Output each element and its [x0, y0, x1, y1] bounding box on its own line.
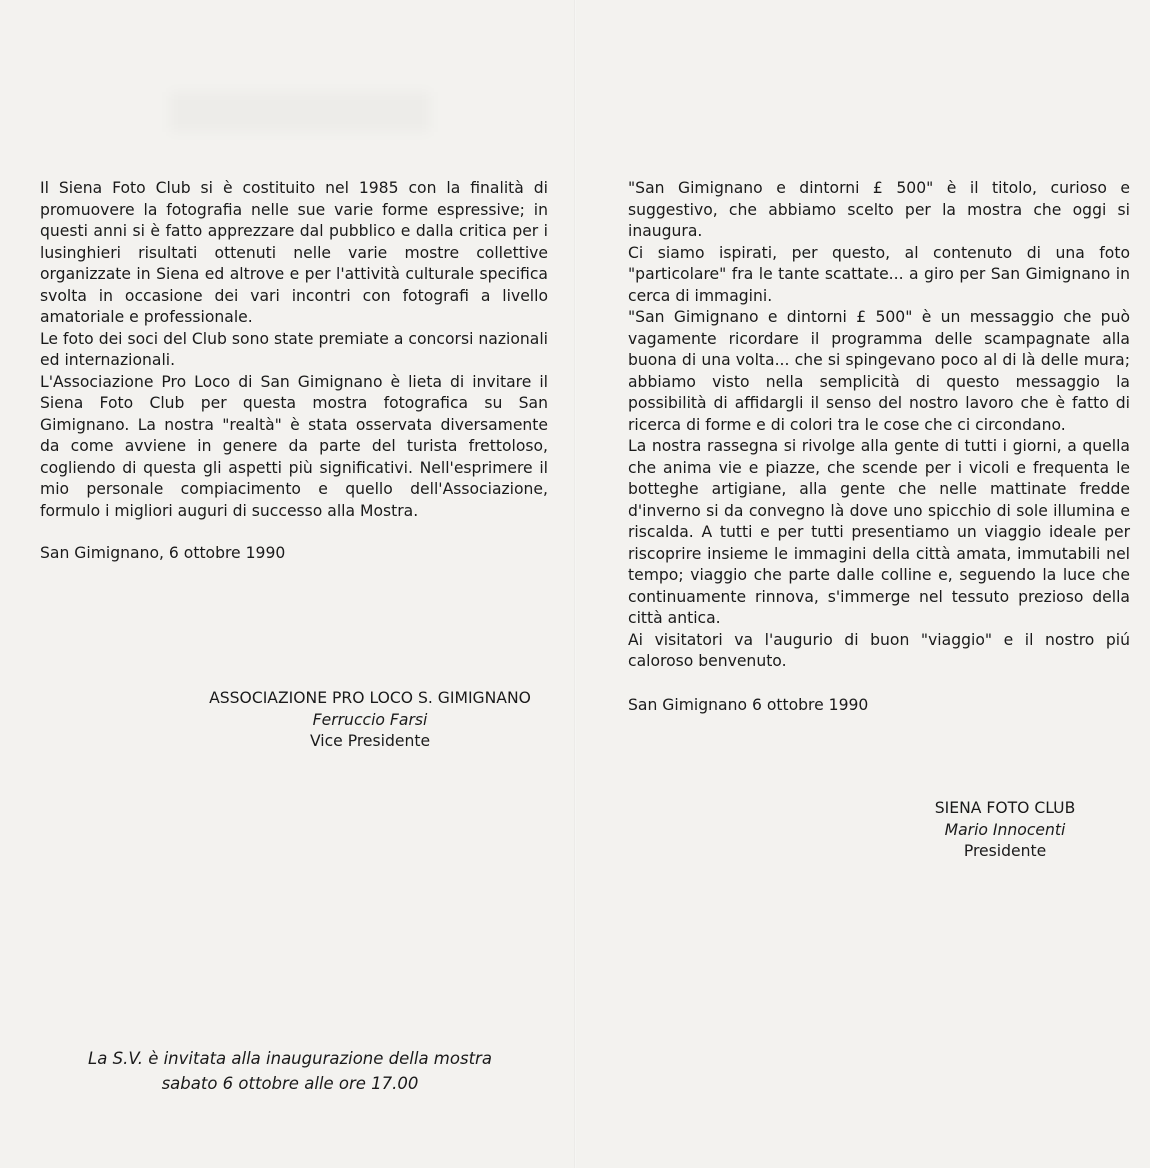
left-paragraph-2: Le foto dei soci del Club sono state premiate a concorsi nazionali ed internazionali.	[40, 329, 548, 369]
right-place-date: San Gimignano 6 ottobre 1990	[628, 695, 869, 714]
invitation-line-2: sabato 6 ottobre alle ore 17.00	[161, 1074, 419, 1093]
right-signature	[880, 798, 1130, 863]
faded-show-through	[170, 92, 430, 132]
center-fold	[574, 0, 576, 1168]
left-signature	[200, 688, 540, 753]
right-paragraph-5: Ai visitatori va l'augurio di buon "viaggio" e il nostro piú caloroso benvenuto.	[628, 630, 1130, 670]
left-signature-role: Vice Presidente	[309, 732, 431, 750]
invitation-note	[60, 1046, 520, 1096]
right-column	[628, 178, 1130, 716]
right-paragraph-2: Ci siamo ispirati, per questo, al contenuto di una foto "particolare" fra le tante scattate... a giro per San Gimignano in cerca di immagini.	[628, 243, 1130, 305]
right-signature-org: SIENA FOTO CLUB	[934, 799, 1076, 817]
left-paragraph-1: Il Siena Foto Club si è costituito nel 1985 con la finalità di promuovere la fotografia nelle sue varie forme espressive; in questi anni si è fatto apprezzare dal pubblico e dalla critica per i lusinghieri risultati ottenuti nelle varie mostre collettive organizzate in Siena ed altrove e per l'attività culturale specifica svolta in occasione dei vari incontri con fotografi a livello amatoriale e professionale.	[40, 179, 548, 326]
invitation-line-1: La S.V. è invitata alla inaugurazione della mostra	[88, 1049, 492, 1068]
right-paragraph-1: "San Gimignano e dintorni £ 500" è il titolo, curioso e suggestivo, che abbiamo scelto per la mostra che oggi si inaugura.	[628, 179, 1130, 240]
left-column	[40, 178, 548, 565]
left-signature-org: ASSOCIAZIONE PRO LOCO S. GIMIGNANO	[209, 689, 531, 707]
right-signature-name: Mario Innocenti	[944, 820, 1066, 839]
left-place-date: San Gimignano, 6 ottobre 1990	[40, 544, 286, 562]
left-paragraph-3: L'Associazione Pro Loco di San Gimignano è lieta di invitare il Siena Foto Club per questa mostra fotografica su San Gimignano. La nostra "realtà" è stata osservata diversamente da come avviene in genere da parte del turista frettoloso, cogliendo di questa gli aspetti più significativi. Nell'esprimere il mio personale compiacimento e quello dell'Associazione, formulo i migliori auguri di successo alla Mostra.	[40, 372, 548, 520]
right-signature-role: Presidente	[963, 842, 1047, 860]
left-signature-name: Ferruccio Farsi	[312, 710, 428, 729]
right-paragraph-3: "San Gimignano e dintorni £ 500" è un messaggio che può vagamente ricordare il programma delle scampagnate alla buona di una volta... che si spingevano poco al di là delle mura; abbiamo visto nella semplicità di questo messaggio la possibilità di affidargli il senso del nostro lavoro che è fatto di ricerca di forme e di colori tra le cose che ci circondano.	[628, 308, 1130, 434]
right-paragraph-4: La nostra rassegna si rivolge alla gente di tutti i giorni, a quella che anima vie e piazze, che scende per i vicoli e frequenta le botteghe artigiane, alla gente che nelle mattinate fredde d'inverno si da convegno là dove uno spicchio di sole illumina e riscalda. A tutti e per tutti presentiamo un viaggio ideale per riscoprire insieme le immagini della città amata, immutabili nel tempo; viaggio che parte dalle colline e, seguendo la luce che continuamente rinnova, s'immerge nel tessuto prezioso della città antica.	[628, 437, 1130, 627]
